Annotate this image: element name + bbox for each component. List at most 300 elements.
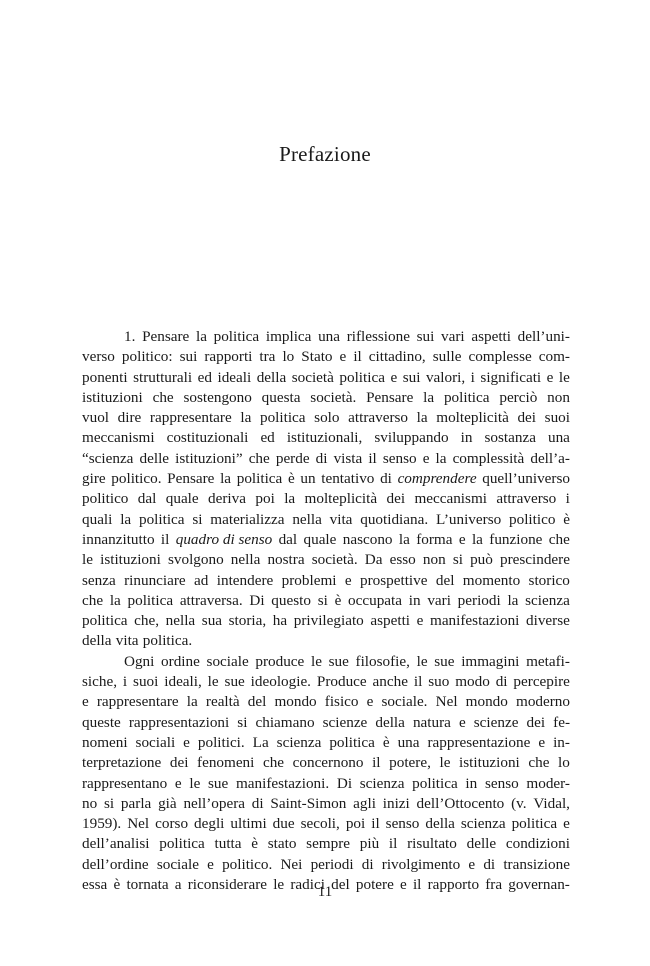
word: Ogni [124,652,155,670]
word: nella [230,551,261,569]
word: molteplicità [304,490,378,508]
word: metafi- [526,652,570,670]
text-line [82,347,570,367]
word: si [103,794,115,812]
word: due [272,815,295,833]
word: società. [310,388,357,406]
word: ad [194,571,209,589]
word: solo [314,409,340,427]
word: del [247,693,267,711]
word: politica [127,591,174,609]
word: sue [434,652,455,670]
word: istituzioni [459,754,520,772]
word: rappresentare [96,693,179,711]
word: 1959). [82,815,122,833]
text-line [82,368,570,388]
word: che [82,591,104,609]
text-line [82,794,570,814]
word: e [400,876,407,894]
word: ordine [161,652,200,670]
word: moderno [516,693,570,711]
word: politica [236,470,283,488]
word: sociale. [381,693,428,711]
word: che [152,388,174,406]
word: dell’uni- [517,328,570,345]
word: dei [169,754,189,772]
word: prescindere [499,551,570,569]
text-line [82,692,570,712]
word: scienza [460,815,506,833]
word: le [273,876,285,894]
word: corso [155,815,189,833]
word: quotidiana. [360,510,429,528]
word: e [390,368,398,386]
word: senso [382,449,417,467]
word: meccanismi [414,490,487,508]
word: intendere [216,571,274,589]
word: delle [139,449,170,467]
word: svolgono [167,551,224,569]
word: della [375,713,405,731]
word: essa [82,876,108,894]
word: sua [201,612,223,630]
word: ideologie. [250,673,311,691]
word: perciò [499,388,538,406]
word: la [186,693,198,711]
word: politica [511,815,558,833]
word: ponenti [82,368,128,386]
text-line [82,855,570,875]
word: chiamano [255,713,315,731]
word: suo [428,673,450,691]
word: della [425,815,455,833]
word: momento [462,571,521,589]
word: tutta [214,835,242,853]
word: dell’ordine [82,855,149,873]
word: che [248,449,270,467]
word: società. [311,551,358,569]
word: complessità [452,449,525,467]
word: complesse [468,348,532,366]
word: “scienza [82,449,134,467]
chapter-title: Prefazione [279,142,371,166]
word: sue [208,774,229,792]
word: diverse [526,612,570,630]
word: occupata [348,591,403,609]
text-line [82,672,570,692]
text-line [82,530,570,550]
word: Nel [435,693,458,711]
word: e [458,530,466,548]
word: e [546,368,554,386]
word: e [344,571,352,589]
word: questa [261,388,301,406]
word: vita [115,632,139,650]
word: la [120,510,132,528]
word: rivolgimento [381,855,461,873]
word: ultimi [230,815,267,833]
word: il [353,348,362,366]
word: nell’opera [183,794,245,812]
word: politica [138,510,185,528]
word: sui [179,348,198,366]
word: aspetti [370,612,411,630]
word: dal [278,530,298,548]
word: vita [329,510,353,528]
word: e [563,815,570,833]
word: in [465,774,478,792]
word: deriva [208,490,246,508]
word: ideali, [164,673,202,691]
word: che [262,754,285,772]
text-line [82,713,570,733]
word: potere, [389,754,431,772]
word: le [189,774,201,792]
word: parla [120,794,152,812]
text-line [82,428,570,448]
word: natura [412,713,451,731]
word: poi [345,815,366,833]
word: il [412,876,422,894]
word: società [291,368,334,386]
word: degli [194,815,225,833]
word: siche, [82,673,118,691]
word: rappresentazioni [128,713,230,731]
word: è [251,835,258,853]
word: vuol [82,409,110,427]
word: agli [353,794,376,812]
word: storia, [228,612,267,630]
word: sociali [135,733,176,751]
word: queste [82,713,121,731]
word: e [82,693,89,711]
word: Di [249,591,265,609]
text-line [82,652,570,672]
word: che, [134,612,160,630]
word: del [331,876,350,894]
word: materializza [210,510,285,528]
word: inizi [382,794,410,812]
word: com- [538,348,570,366]
word: politico [82,490,129,508]
word: una [318,328,341,345]
word: e [468,855,476,873]
word: moder- [526,774,570,792]
word: non [547,388,570,406]
word: tornata [126,876,169,894]
word: tentativo [321,470,375,488]
text-line [82,469,570,489]
word: i [565,490,570,508]
word: nascono [342,530,393,548]
word: la [435,449,447,467]
word: poi [255,490,275,508]
word: rappresentano [82,774,168,792]
word: fenomeni [197,754,255,772]
word: scienza [525,591,570,609]
word: di [495,673,508,691]
word: modo [455,673,490,691]
word: il [368,449,377,467]
word: secoli, [300,815,340,833]
word: nomeni [82,733,128,751]
word: sue [224,673,245,691]
word: Saint-Simon [270,794,347,812]
word: una [397,733,420,751]
emphasized-word: quadro di senso [175,530,273,548]
word: attraverso [496,490,557,508]
word: quali [82,510,113,528]
word: Di [336,774,353,792]
word: ha [272,612,288,630]
word: lo [282,348,295,366]
word: sociale [156,855,199,873]
text-line [82,834,570,854]
word: esso [389,551,416,569]
word: dei [526,713,546,731]
word: perde [275,449,310,467]
word: scienze [322,713,368,731]
word: e [422,449,430,467]
word: nostra [267,551,305,569]
word: di [380,470,392,488]
word: la [284,490,296,508]
word: riconsiderare [187,876,268,894]
word: mondo [274,693,317,711]
word: delle [466,835,497,853]
word: Vidal, [533,794,570,812]
word: la [416,409,428,427]
word: periodi [457,591,501,609]
word: riflessione [346,328,410,345]
word: dei [386,490,406,508]
word: nella [165,612,196,630]
text-line [82,733,570,753]
word: senza [82,571,116,589]
word: quell’universo [482,470,570,488]
word: percepire [513,673,570,691]
word: questo [271,591,311,609]
text-line [82,489,570,509]
word: dal [137,490,157,508]
word: politica [82,612,128,630]
word: sui [402,368,421,386]
text-line [82,631,570,651]
text-line [82,408,570,428]
word: rappresentare [149,409,232,427]
word: concernono [292,754,364,772]
word: sostengono [183,388,252,406]
word: cittadino, [368,348,426,366]
word: politica [259,409,306,427]
word: aspetti [471,328,511,345]
word: implica [265,328,312,345]
word: attraverso [348,409,409,427]
word: politico [509,510,556,528]
word: di [361,855,374,873]
word: la [507,591,519,609]
word: vari [441,328,465,345]
paragraph [82,327,570,652]
word: Nel [127,815,150,833]
word: produce [255,652,305,670]
word: politica [159,835,205,853]
page-number: 11 [317,884,333,900]
word: dei [517,409,537,427]
word: Pensare [366,388,414,406]
word: e [207,855,214,873]
word: sui [416,328,435,345]
word: suoi [133,673,159,691]
word: privilegiato [293,612,364,630]
word: gire [82,470,106,488]
word: e [339,348,347,366]
word: sostanza [484,429,536,447]
word: è [287,470,295,488]
word: e [174,774,182,792]
word: e [458,713,466,731]
word: manifestazioni. [235,774,330,792]
word: è [563,510,570,528]
word: in [408,591,421,609]
word: scienze [473,713,519,731]
word: no [82,794,98,812]
word: manifestazioni [430,612,520,630]
word: stato [267,835,297,853]
word: Pensare [142,328,190,345]
word: radici [290,876,325,894]
word: transizione [503,855,570,873]
word: politici. [197,733,245,751]
word: e [183,733,190,751]
text-line [82,510,570,530]
word: sociale [206,652,249,670]
word: governan- [508,876,570,894]
text-line [82,571,570,591]
word: Stato [301,348,333,366]
word: la [240,409,252,427]
word: La [252,733,269,751]
word: istituzionali, [286,429,363,447]
word: le [416,652,428,670]
word: fe- [553,713,570,731]
word: in [460,429,473,447]
word: senso [484,774,519,792]
word: quale [303,530,337,548]
word: politica [443,388,490,406]
word: fisico [324,693,359,711]
emphasized-word: comprendere [397,470,477,488]
word: la [471,530,483,548]
word: dell’analisi [82,835,150,853]
word: scienza [359,774,405,792]
word: i [122,673,128,691]
word: il [388,835,398,853]
word: filosofie, [355,652,410,670]
word: istituzioni” [175,449,243,467]
word: la [195,328,207,345]
word: potere [355,876,394,894]
word: senso [385,815,420,833]
text-line [82,449,570,469]
word: tra [259,348,276,366]
word: sempre [306,835,351,853]
word: si [192,510,203,528]
word: la [398,530,410,548]
word: funzione [489,530,543,548]
word: strutturali [133,368,193,386]
word: può [470,551,493,569]
word: politico. [111,470,162,488]
word: politica [339,368,385,386]
word: a [174,876,182,894]
word: è [113,876,121,894]
word: già [158,794,177,812]
text-line [82,327,570,347]
text-line [82,611,570,631]
word: di [251,794,264,812]
word: le [82,551,93,569]
word: la [220,470,232,488]
word: il [413,673,423,691]
word: anche [372,673,408,691]
word: il [160,530,170,548]
word: ideali [217,368,252,386]
word: di [483,855,496,873]
word: realtà [205,693,240,711]
word: un [300,470,316,488]
word: che [548,530,570,548]
word: quale [165,490,199,508]
word: che [528,754,550,772]
word: significati [480,368,542,386]
word: forma [416,530,453,548]
paragraph [82,652,570,896]
word: 1. [124,328,136,345]
word: fra [485,876,503,894]
word: una [547,429,570,447]
text-line [82,753,570,773]
word: sulle [432,348,462,366]
word: rapporto [427,876,480,894]
word: è [382,733,390,751]
word: mondo [465,693,508,711]
word: politico. [222,855,273,873]
word: non [422,551,446,569]
word: verso [82,348,115,366]
word: il [371,815,380,833]
word: vari [427,591,451,609]
word: in- [553,733,570,751]
word: attraversa. [179,591,243,609]
word: politico: [121,348,173,366]
text-line [82,388,570,408]
word: rapporti [204,348,253,366]
word: le [310,652,322,670]
word: le [439,754,451,772]
word: terpretazione [82,754,162,772]
text-line [82,774,570,794]
word: (v. [511,794,527,812]
word: politica [412,774,458,792]
word: innanzitutto [82,530,155,548]
word: sviluppando [374,429,449,447]
word: di [315,449,328,467]
word: risultato [407,835,457,853]
word: Pensare [167,470,215,488]
word: dire [117,409,142,427]
word: della [256,368,287,386]
